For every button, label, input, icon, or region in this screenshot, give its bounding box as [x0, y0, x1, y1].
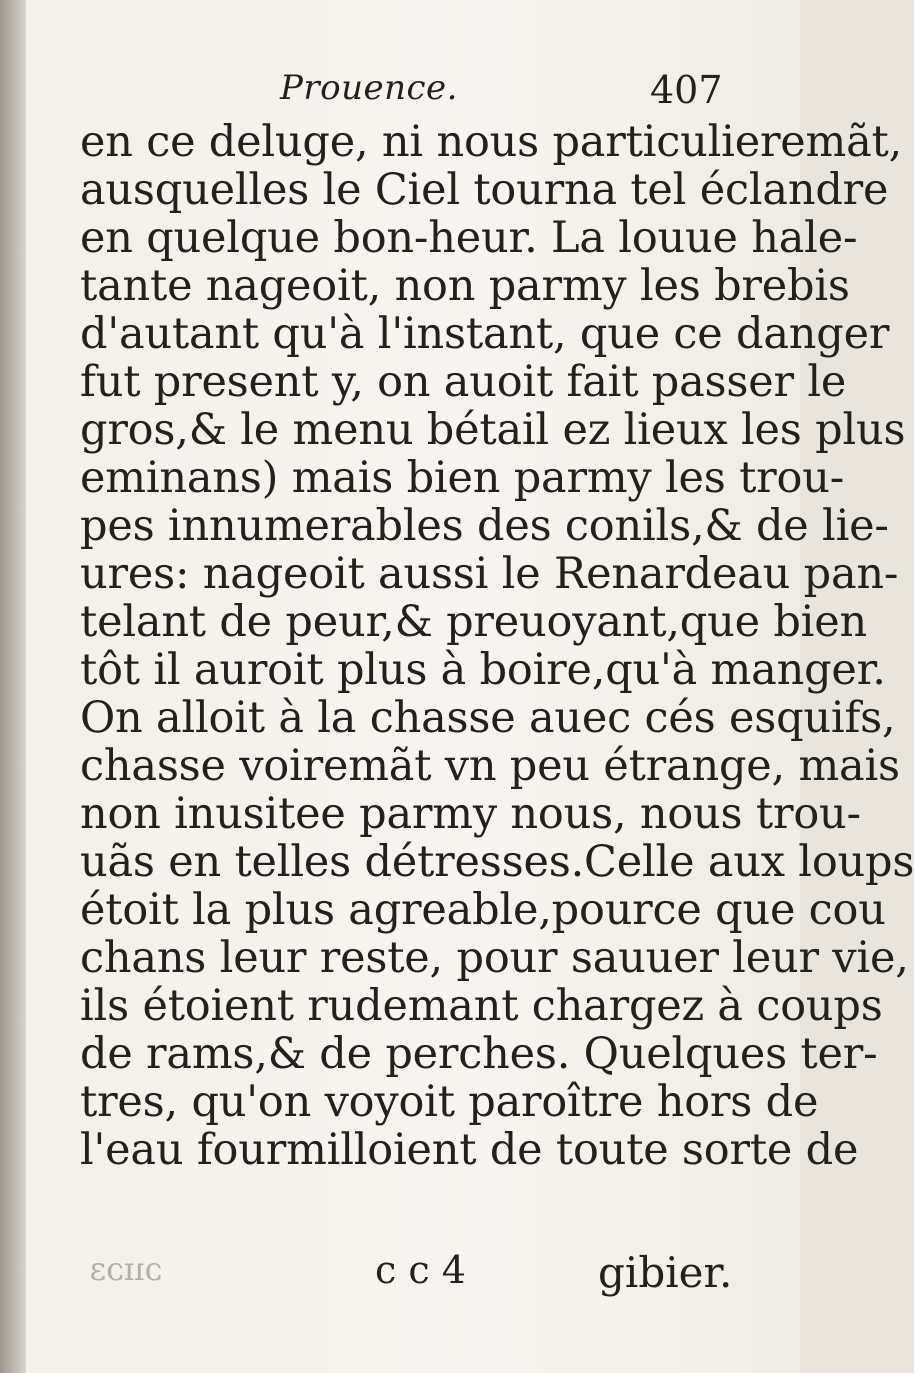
text-line: de rams,& de perches. Quelques ter- — [80, 1029, 878, 1079]
text-line: en ce deluge, ni nous particulieremãt, — [80, 117, 903, 167]
page-footer — [0, 1240, 800, 1310]
text-line: l'eau fourmilloient de toute sorte de — [80, 1125, 859, 1175]
text-line: ils étoient rudemant chargez à coups — [80, 981, 883, 1031]
text-line: d'autant qu'à l'instant, que ce danger — [80, 309, 890, 359]
text-line: ures: nageoit aussi le Renardeau pan- — [80, 549, 899, 599]
binding-gutter — [0, 0, 26, 1373]
text-line: chasse voiremãt vn peu étrange, mais — [80, 741, 900, 791]
text-line: tôt il auroit plus à boire,qu'à manger. — [80, 645, 886, 695]
text-line: tante nageoit, non parmy les brebis — [80, 261, 850, 311]
bleed-through-text: ɔıɪɔɜ — [90, 1250, 163, 1288]
text-line: eminans) mais bien parmy les trou- — [80, 453, 845, 503]
text-line: ausquelles le Ciel tourna tel éclandre — [80, 165, 889, 215]
running-head — [0, 60, 800, 120]
text-line: telant de peur,& preuoyant,que bien — [80, 597, 867, 647]
signature-mark: c c 4 — [375, 1248, 466, 1292]
running-head-title: Prouence. — [280, 68, 458, 108]
text-line: On alloit à la chasse auec cés esquifs, — [80, 693, 896, 743]
body-text — [80, 117, 914, 1175]
text-line: étoit la plus agreable,pource que cou — [80, 885, 886, 935]
text-line: chans leur reste, pour sauuer leur vie, — [80, 933, 909, 983]
text-line: en quelque bon-heur. La louue hale- — [80, 213, 858, 263]
text-line: uãs en telles détresses.Celle aux loups — [80, 837, 914, 887]
catchword: gibier. — [598, 1248, 733, 1297]
page-number: 407 — [650, 68, 723, 112]
text-line: non inusitee parmy nous, nous trou- — [80, 789, 861, 839]
text-line: fut present y, on auoit fait passer le — [80, 357, 847, 407]
text-line: tres, qu'on voyoit paroître hors de — [80, 1077, 819, 1127]
text-line: pes innumerables des conils,& de lie- — [80, 501, 889, 551]
text-line: gros,& le menu bétail ez lieux les plus — [80, 405, 906, 455]
